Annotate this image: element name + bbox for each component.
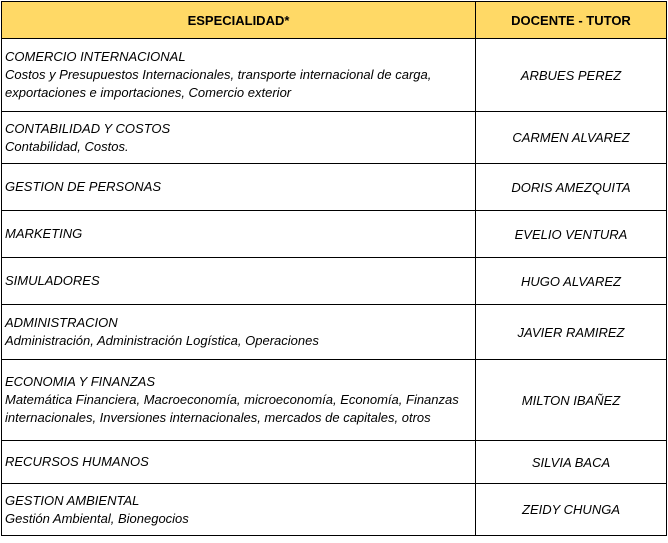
specialty-cell	[2, 211, 476, 258]
specialty-detail: Gestión Ambiental, Bionegocios	[5, 510, 189, 526]
specialty-cell	[2, 112, 476, 164]
specialty-name: ECONOMIA Y FINANZAS	[5, 374, 156, 389]
specialty-tutor-table	[1, 1, 667, 536]
specialty-detail: Contabilidad, Costos.	[5, 138, 129, 154]
specialty-cell	[2, 39, 476, 112]
table-row	[2, 112, 667, 164]
header-row	[2, 2, 667, 39]
table-row	[2, 39, 667, 112]
specialty-cell	[2, 164, 476, 211]
specialty-cell	[2, 305, 476, 360]
header-specialty: ESPECIALIDAD*	[2, 2, 476, 39]
specialty-detail: Administración, Administración Logística, Operaciones	[5, 333, 319, 348]
specialty-name: CONTABILIDAD Y COSTOS	[5, 120, 171, 136]
specialty-name: SIMULADORES	[5, 273, 100, 288]
specialty-name: ADMINISTRACION	[5, 315, 118, 330]
specialty-name: GESTION AMBIENTAL	[5, 492, 140, 508]
table-row	[2, 164, 667, 211]
specialty-detail: Costos y Presupuestos Internacionales, transporte internacional de carga, exportaciones e importaciones, Comercio exterior	[5, 67, 432, 100]
table-row	[2, 484, 667, 536]
specialty-name: COMERCIO INTERNACIONAL	[5, 49, 186, 64]
specialty-detail: Matemática Financiera, Macroeconomía, microeconomía, Economía, Finanzas internacionales, Inversiones internacionales, mercados de capitales, otros	[5, 392, 459, 425]
header-tutor: DOCENTE - TUTOR	[476, 2, 667, 39]
table-row	[2, 258, 667, 305]
specialty-cell	[2, 258, 476, 305]
table-row	[2, 441, 667, 484]
tutor-name: DORIS AMEZQUITA	[476, 164, 667, 211]
specialty-name: RECURSOS HUMANOS	[5, 454, 149, 469]
tutor-name: HUGO ALVAREZ	[476, 258, 667, 305]
table-row	[2, 211, 667, 258]
table-row	[2, 305, 667, 360]
tutor-name: SILVIA BACA	[476, 441, 667, 484]
tutor-name: ZEIDY CHUNGA	[476, 484, 667, 536]
tutor-name: JAVIER RAMIREZ	[476, 305, 667, 360]
specialty-cell	[2, 441, 476, 484]
tutor-name: CARMEN ALVAREZ	[476, 112, 667, 164]
tutor-name: ARBUES PEREZ	[476, 39, 667, 112]
specialty-name: MARKETING	[5, 226, 83, 241]
tutor-name: EVELIO VENTURA	[476, 211, 667, 258]
tutor-name: MILTON IBAÑEZ	[476, 360, 667, 441]
specialty-cell	[2, 360, 476, 441]
table-row	[2, 360, 667, 441]
specialty-cell	[2, 484, 476, 536]
specialty-name: GESTION DE PERSONAS	[5, 179, 162, 194]
